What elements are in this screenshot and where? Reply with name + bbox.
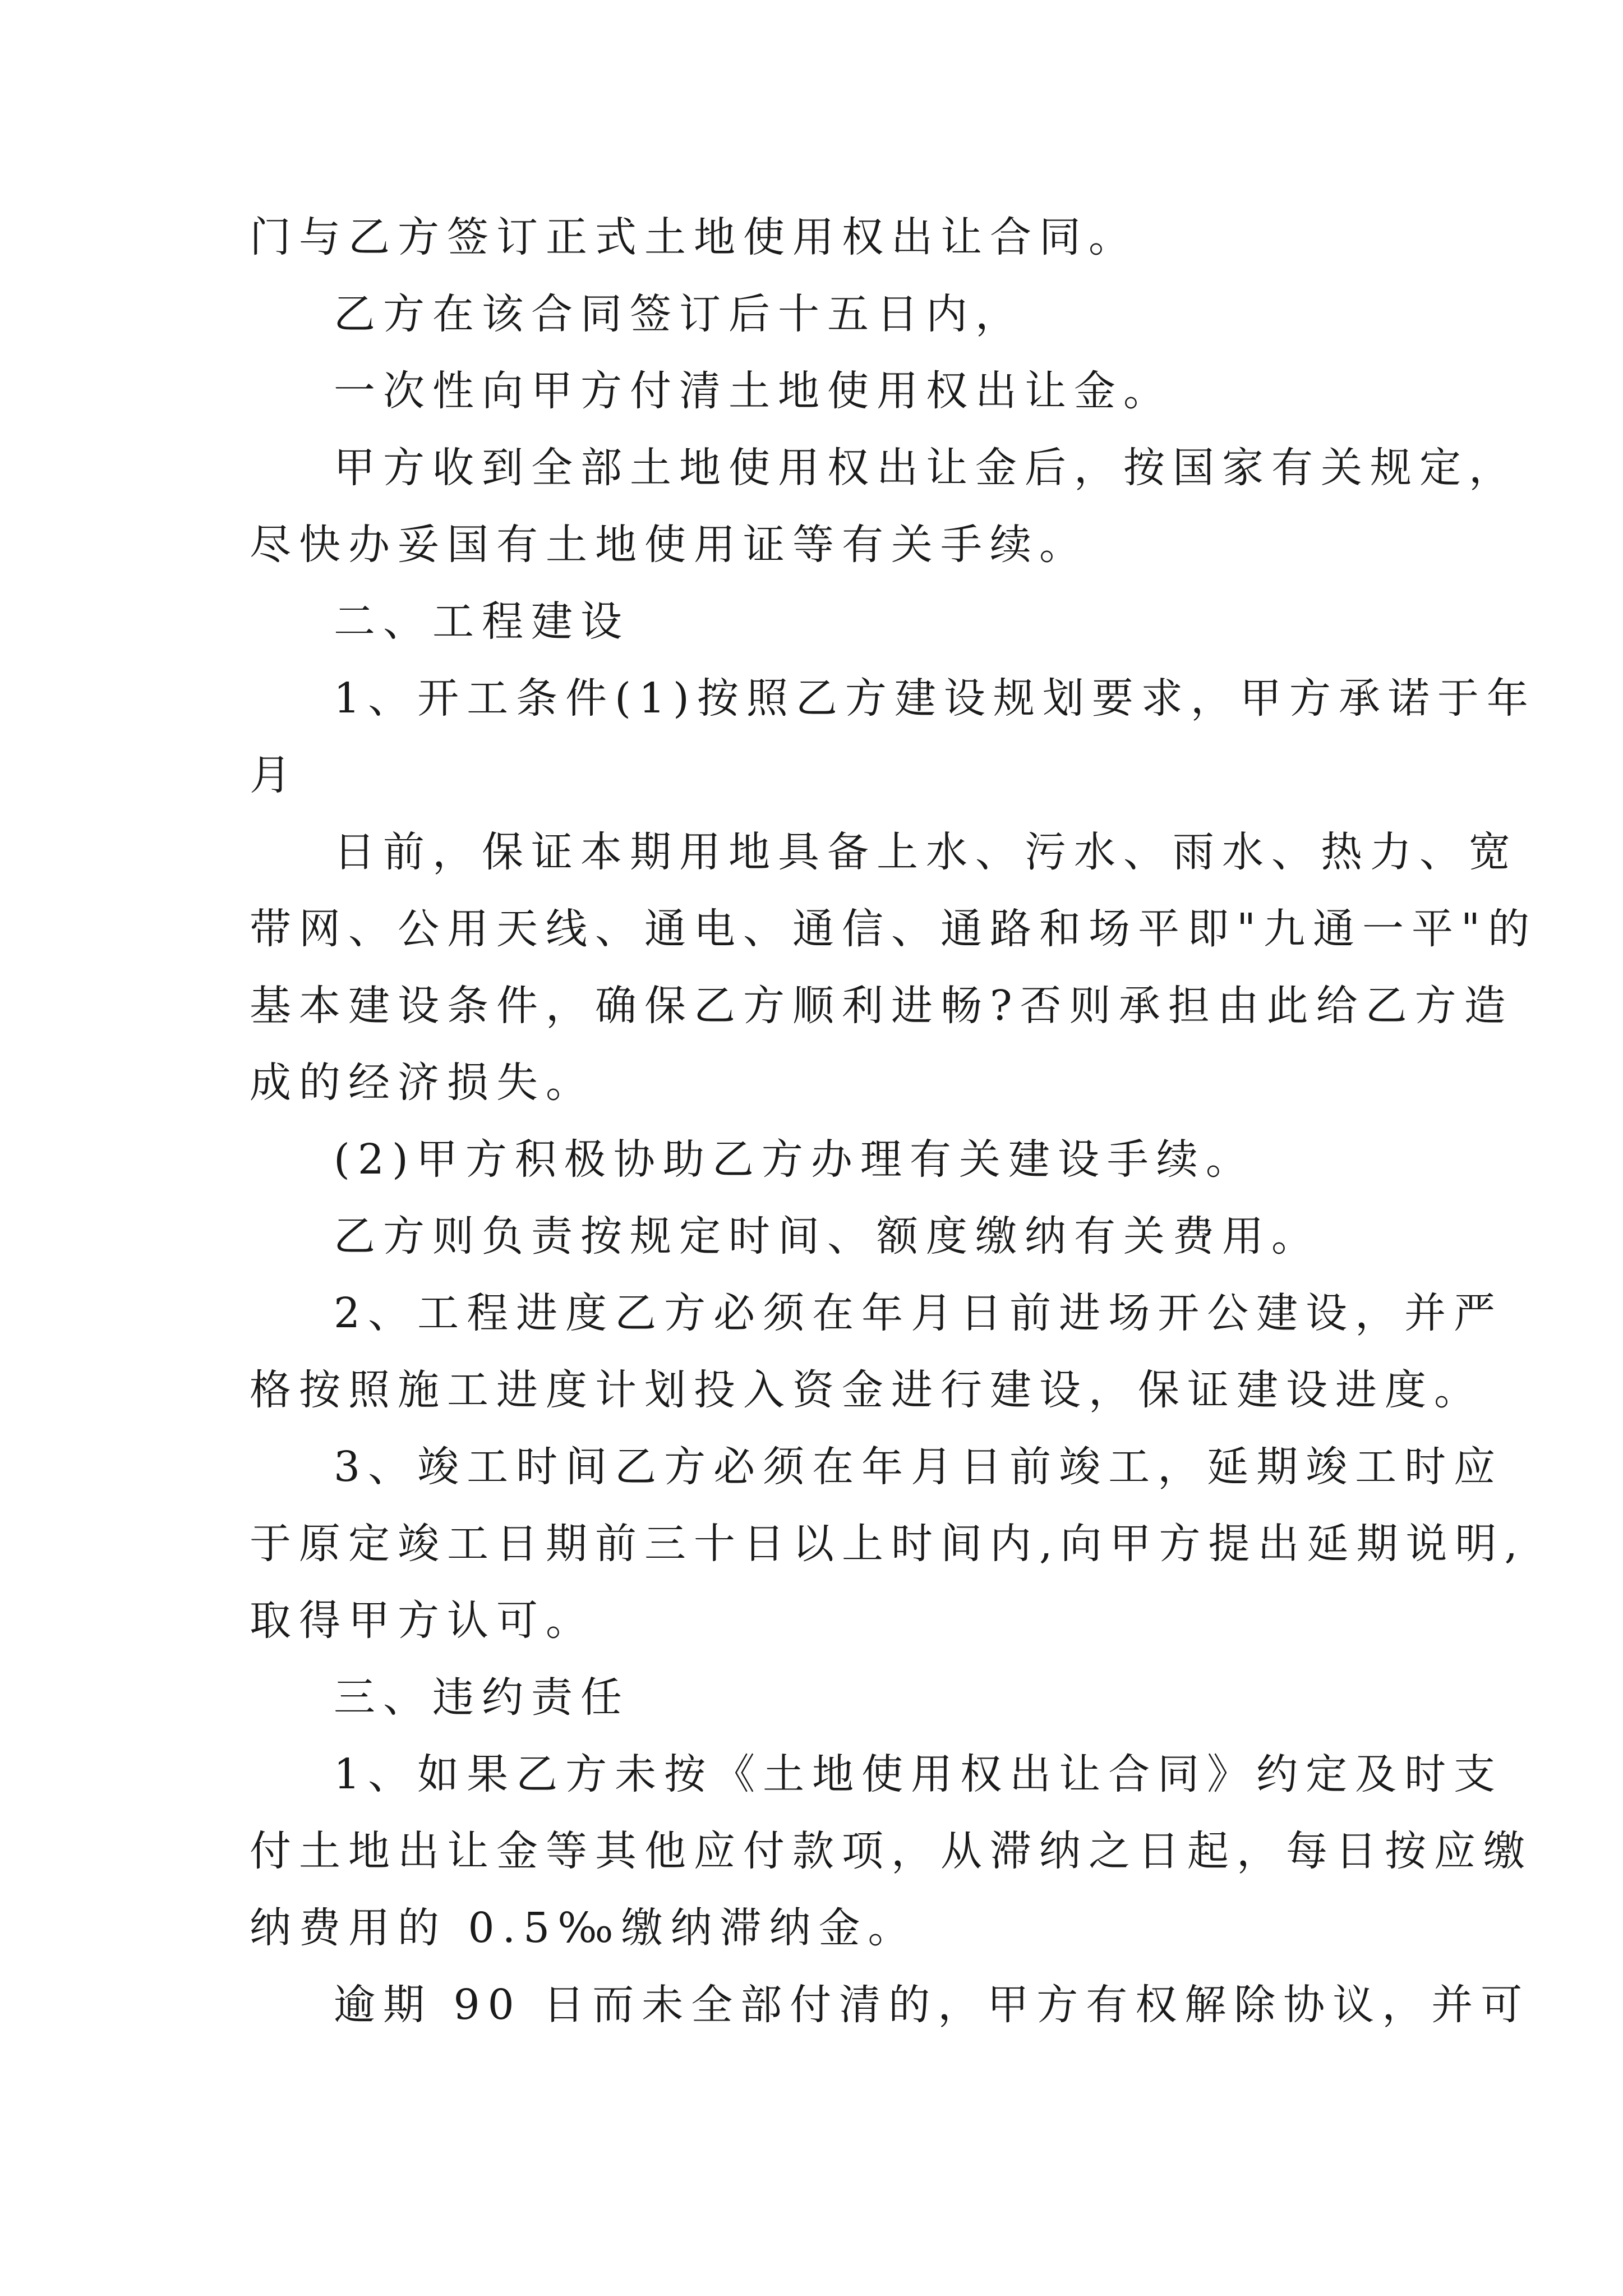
text-line-1: 门与乙方签订正式土地使用权出让合同。 <box>250 213 1138 261</box>
text-line-12: 成的经济损失。 <box>250 1059 595 1107</box>
text-line-7: 1、开工条件(1)按照乙方建设规划要求，甲方承诺于年 <box>334 674 1536 723</box>
text-line-4: 甲方收到全部土地使用权出让金后，按国家有关规定， <box>334 444 1518 492</box>
text-line-9: 日前，保证本期用地具备上水、污水、雨水、热力、宽 <box>334 828 1518 876</box>
text-line-10: 带网、公用天线、通电、通信、通路和场平即"九通一平"的 <box>250 905 1538 953</box>
text-line-18: 于原定竣工日期前三十日以上时间内,向甲方提出延期说明, <box>250 1520 1526 1568</box>
text-line-14: 乙方则负责按规定时间、额度缴纳有关费用。 <box>334 1212 1321 1260</box>
section-heading-3: 三、违约责任 <box>334 1673 630 1722</box>
text-line-24: 逾期 90 日而未全部付清的，甲方有权解除协议，并可 <box>334 1981 1530 2029</box>
text-line-13: (2)甲方积极协助乙方办理有关建设手续。 <box>334 1135 1255 1184</box>
text-line-19: 取得甲方认可。 <box>250 1596 595 1645</box>
text-line-8: 月 <box>250 751 299 799</box>
text-line-16: 格按照施工进度计划投入资金进行建设，保证建设进度。 <box>250 1366 1483 1414</box>
text-line-21: 1、如果乙方未按《土地使用权出让合同》约定及时支 <box>334 1750 1504 1798</box>
text-line-3: 一次性向甲方付清土地使用权出让金。 <box>334 367 1173 415</box>
text-line-5: 尽快办妥国有土地使用证等有关手续。 <box>250 521 1089 569</box>
text-line-17: 3、竣工时间乙方必须在年月日前竣工，延期竣工时应 <box>334 1443 1504 1491</box>
text-line-15: 2、工程进度乙方必须在年月日前进场开公建设，并严 <box>334 1289 1504 1337</box>
text-line-23: 纳费用的 0.5‰缴纳滞纳金。 <box>250 1904 917 1952</box>
text-line-11: 基本建设条件，确保乙方顺利进畅?否则承担由此给乙方造 <box>250 982 1514 1030</box>
document-body <box>250 199 1538 2044</box>
text-line-2: 乙方在该合同签订后十五日内， <box>334 290 1025 338</box>
section-heading-2: 二、工程建设 <box>334 597 630 646</box>
text-line-22: 付土地出让金等其他应付款项，从滞纳之日起，每日按应缴 <box>250 1827 1533 1875</box>
